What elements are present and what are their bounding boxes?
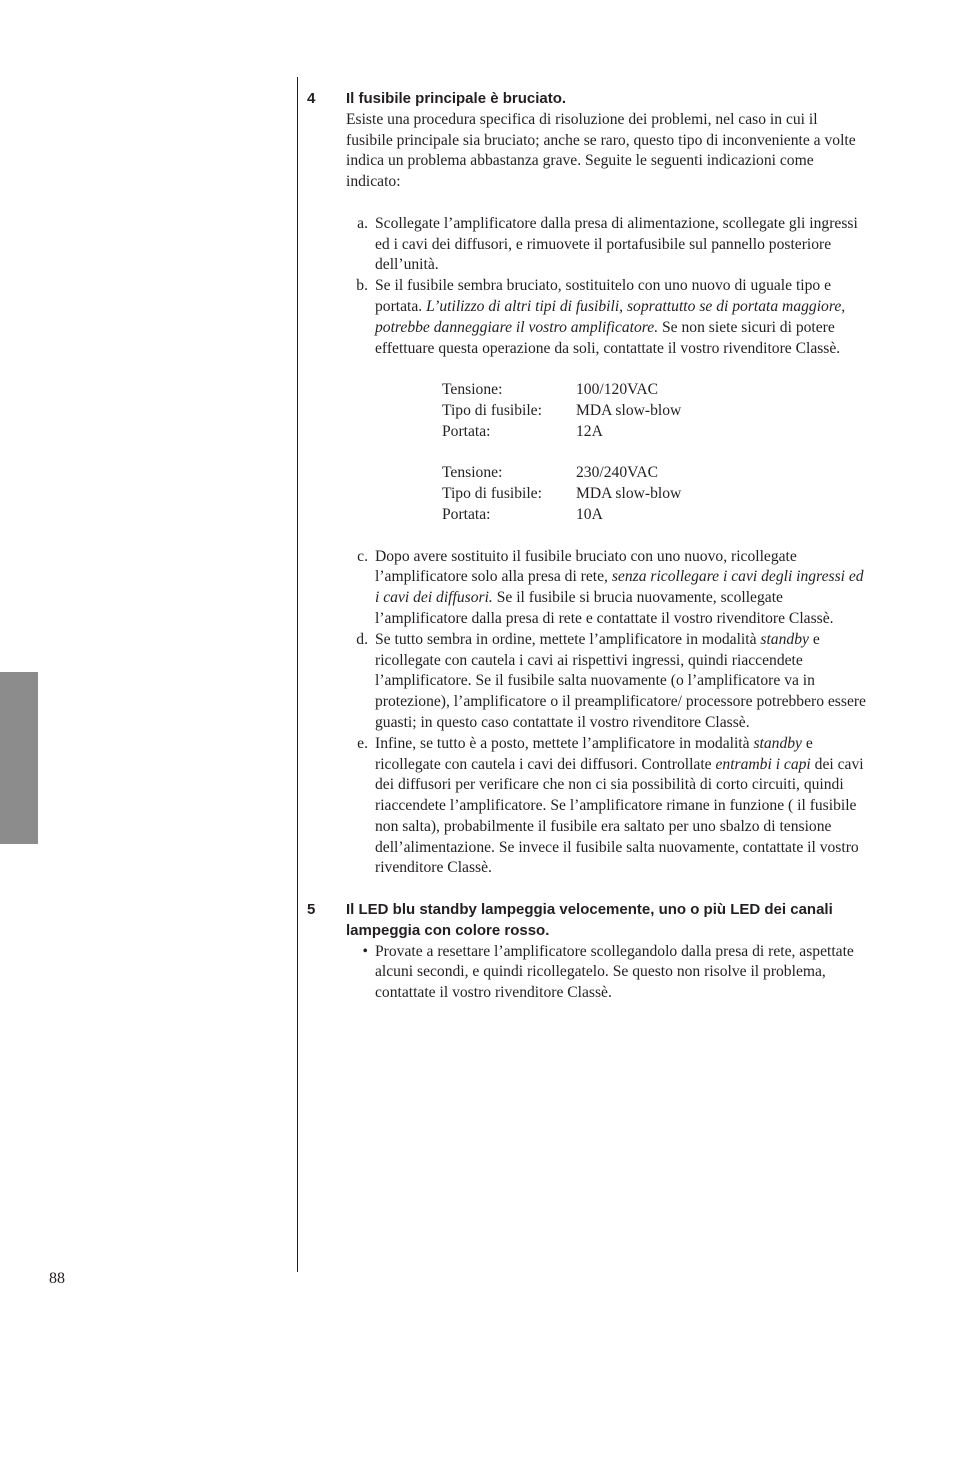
section-4 <box>307 89 867 879</box>
list-marker: e. <box>357 734 368 752</box>
item-emphasis: entrambi i capi <box>715 755 811 773</box>
item-text: Provate a resettare l’amplificatore scollegandolo dalla presa di rete, aspettate alcuni secondi, e quindi ricollegatelo. Se questo non risolve il problema, contattate il vostro rivenditore Classè. <box>375 942 854 1002</box>
spec-row <box>442 422 867 443</box>
bullet-marker: • <box>362 942 368 960</box>
item-text: Dopo avere sostituito il fusibile bruciato con uno nuovo, ricollegate l’amplificatore solo alla presa di rete, <box>375 547 797 586</box>
spec-row <box>442 484 867 505</box>
item-text: dei cavi dei diffusori per verificare che non ci sia possibilità di corto circuiti, quindi riaccendete l’amplificatore. Se l’amplificatore rimane in funzione ( il fusibile non salta), probabilmente il fusibile era saltato per uno sbalzo di tensione dell’alimentazione. Se invece il fusibile salta nuovamente, contattate il vostro rivenditore Classè. <box>375 755 864 877</box>
list-item-a <box>346 214 867 276</box>
spec-key: Portata: <box>442 422 491 440</box>
list-item-e <box>346 734 867 880</box>
item-text: Infine, se tutto è a posto, mettete l’amplificatore in modalità <box>375 734 754 752</box>
spec-key: Tipo di fusibile: <box>442 401 542 419</box>
item-emphasis: senza ricollegare i cavi degli ingressi ed i cavi dei diffusori. <box>375 568 864 607</box>
list-item-b <box>346 276 867 359</box>
spec-row <box>442 401 867 422</box>
list-marker: b. <box>356 277 368 295</box>
spec-key: Portata: <box>442 505 491 523</box>
spec-value: MDA slow-blow <box>576 485 682 503</box>
fuse-spec-table-1 <box>442 380 867 442</box>
item-emphasis: standby <box>753 734 802 752</box>
item-text: Se tutto sembra in ordine, mettete l’amplificatore in modalità <box>375 630 761 648</box>
spec-value: MDA slow-blow <box>576 401 682 419</box>
spec-key: Tensione: <box>442 381 503 399</box>
list-marker: d. <box>356 630 368 648</box>
list-marker: c. <box>357 547 368 565</box>
section-title: Il LED blu standby lampeggia velocemente, uno o più LED dei canali lampeggia con colore rosso. <box>346 901 833 939</box>
spec-key: Tensione: <box>442 464 503 482</box>
main-content <box>307 89 867 1004</box>
item-text: Scollegate l’amplificatore dalla presa di alimentazione, scollegate gli ingressi ed i cavi dei diffusori, e rimuovete il portafusibile sul pannello posteriore dell’unità. <box>375 214 858 274</box>
spec-value: 10A <box>576 505 603 523</box>
bullet-item <box>346 942 867 1004</box>
section-5 <box>307 900 867 1004</box>
spec-row <box>442 463 867 484</box>
spec-row <box>442 505 867 526</box>
section-title: Il fusibile principale è bruciato. <box>346 90 567 107</box>
spec-value: 100/120VAC <box>576 381 659 399</box>
item-text: Se non siete sicuri di potere effettuare questa operazione da soli, contattate il vostro rivenditore Classè. <box>375 318 841 357</box>
section-intro: Esiste una procedura specifica di risoluzione dei problemi, nel caso in cui il fusibile principale sia bruciato; anche se raro, questo tipo di inconveniente a volte indica un problema abbastanza grave. Seguite le seguenti indicazioni come indicato: <box>346 110 856 191</box>
item-text: e ricollegate con cautela i cavi dei diffusori. Controllate <box>375 734 813 773</box>
item-text: Se il fusibile si brucia nuovamente, scollegate l’amplificatore dalla presa di rete e contattate il vostro rivenditore Classè. <box>375 589 834 627</box>
item-emphasis: L’utilizzo di altri tipi di fusibili, soprattutto se di portata maggiore, potrebbe danneggiare il vostro amplificatore. <box>375 297 846 336</box>
list-item-d <box>346 630 867 734</box>
fuse-spec-table-2 <box>442 463 867 525</box>
list-item-c <box>346 547 867 630</box>
list-marker: a. <box>357 214 368 232</box>
item-emphasis: standby <box>760 630 809 648</box>
item-text: Se il fusibile sembra bruciato, sostituitelo con uno nuovo di uguale tipo e portata. <box>375 277 832 315</box>
spec-row <box>442 380 867 401</box>
spec-value: 230/240VAC <box>576 464 659 482</box>
language-tab-label: ITALIANO <box>9 1386 28 1474</box>
section-number: 4 <box>307 90 316 107</box>
page-number: 88 <box>49 1270 65 1287</box>
section-number: 5 <box>307 901 316 919</box>
spec-key: Tipo di fusibile: <box>442 485 542 503</box>
spec-value: 12A <box>576 422 603 440</box>
vertical-rule <box>297 77 298 1272</box>
language-tab <box>0 672 38 1474</box>
item-text: e ricollegate con cautela i cavi ai rispettivi ingressi, quindi riaccendete l’amplificatore. Se il fusibile salta nuovamente (o l’amplificatore va in protezione), l’amplificatore o il preamplificatore/ processore potrebbero essere guasti; in questo caso contattate il vostro rivenditore Classè. <box>375 630 866 731</box>
